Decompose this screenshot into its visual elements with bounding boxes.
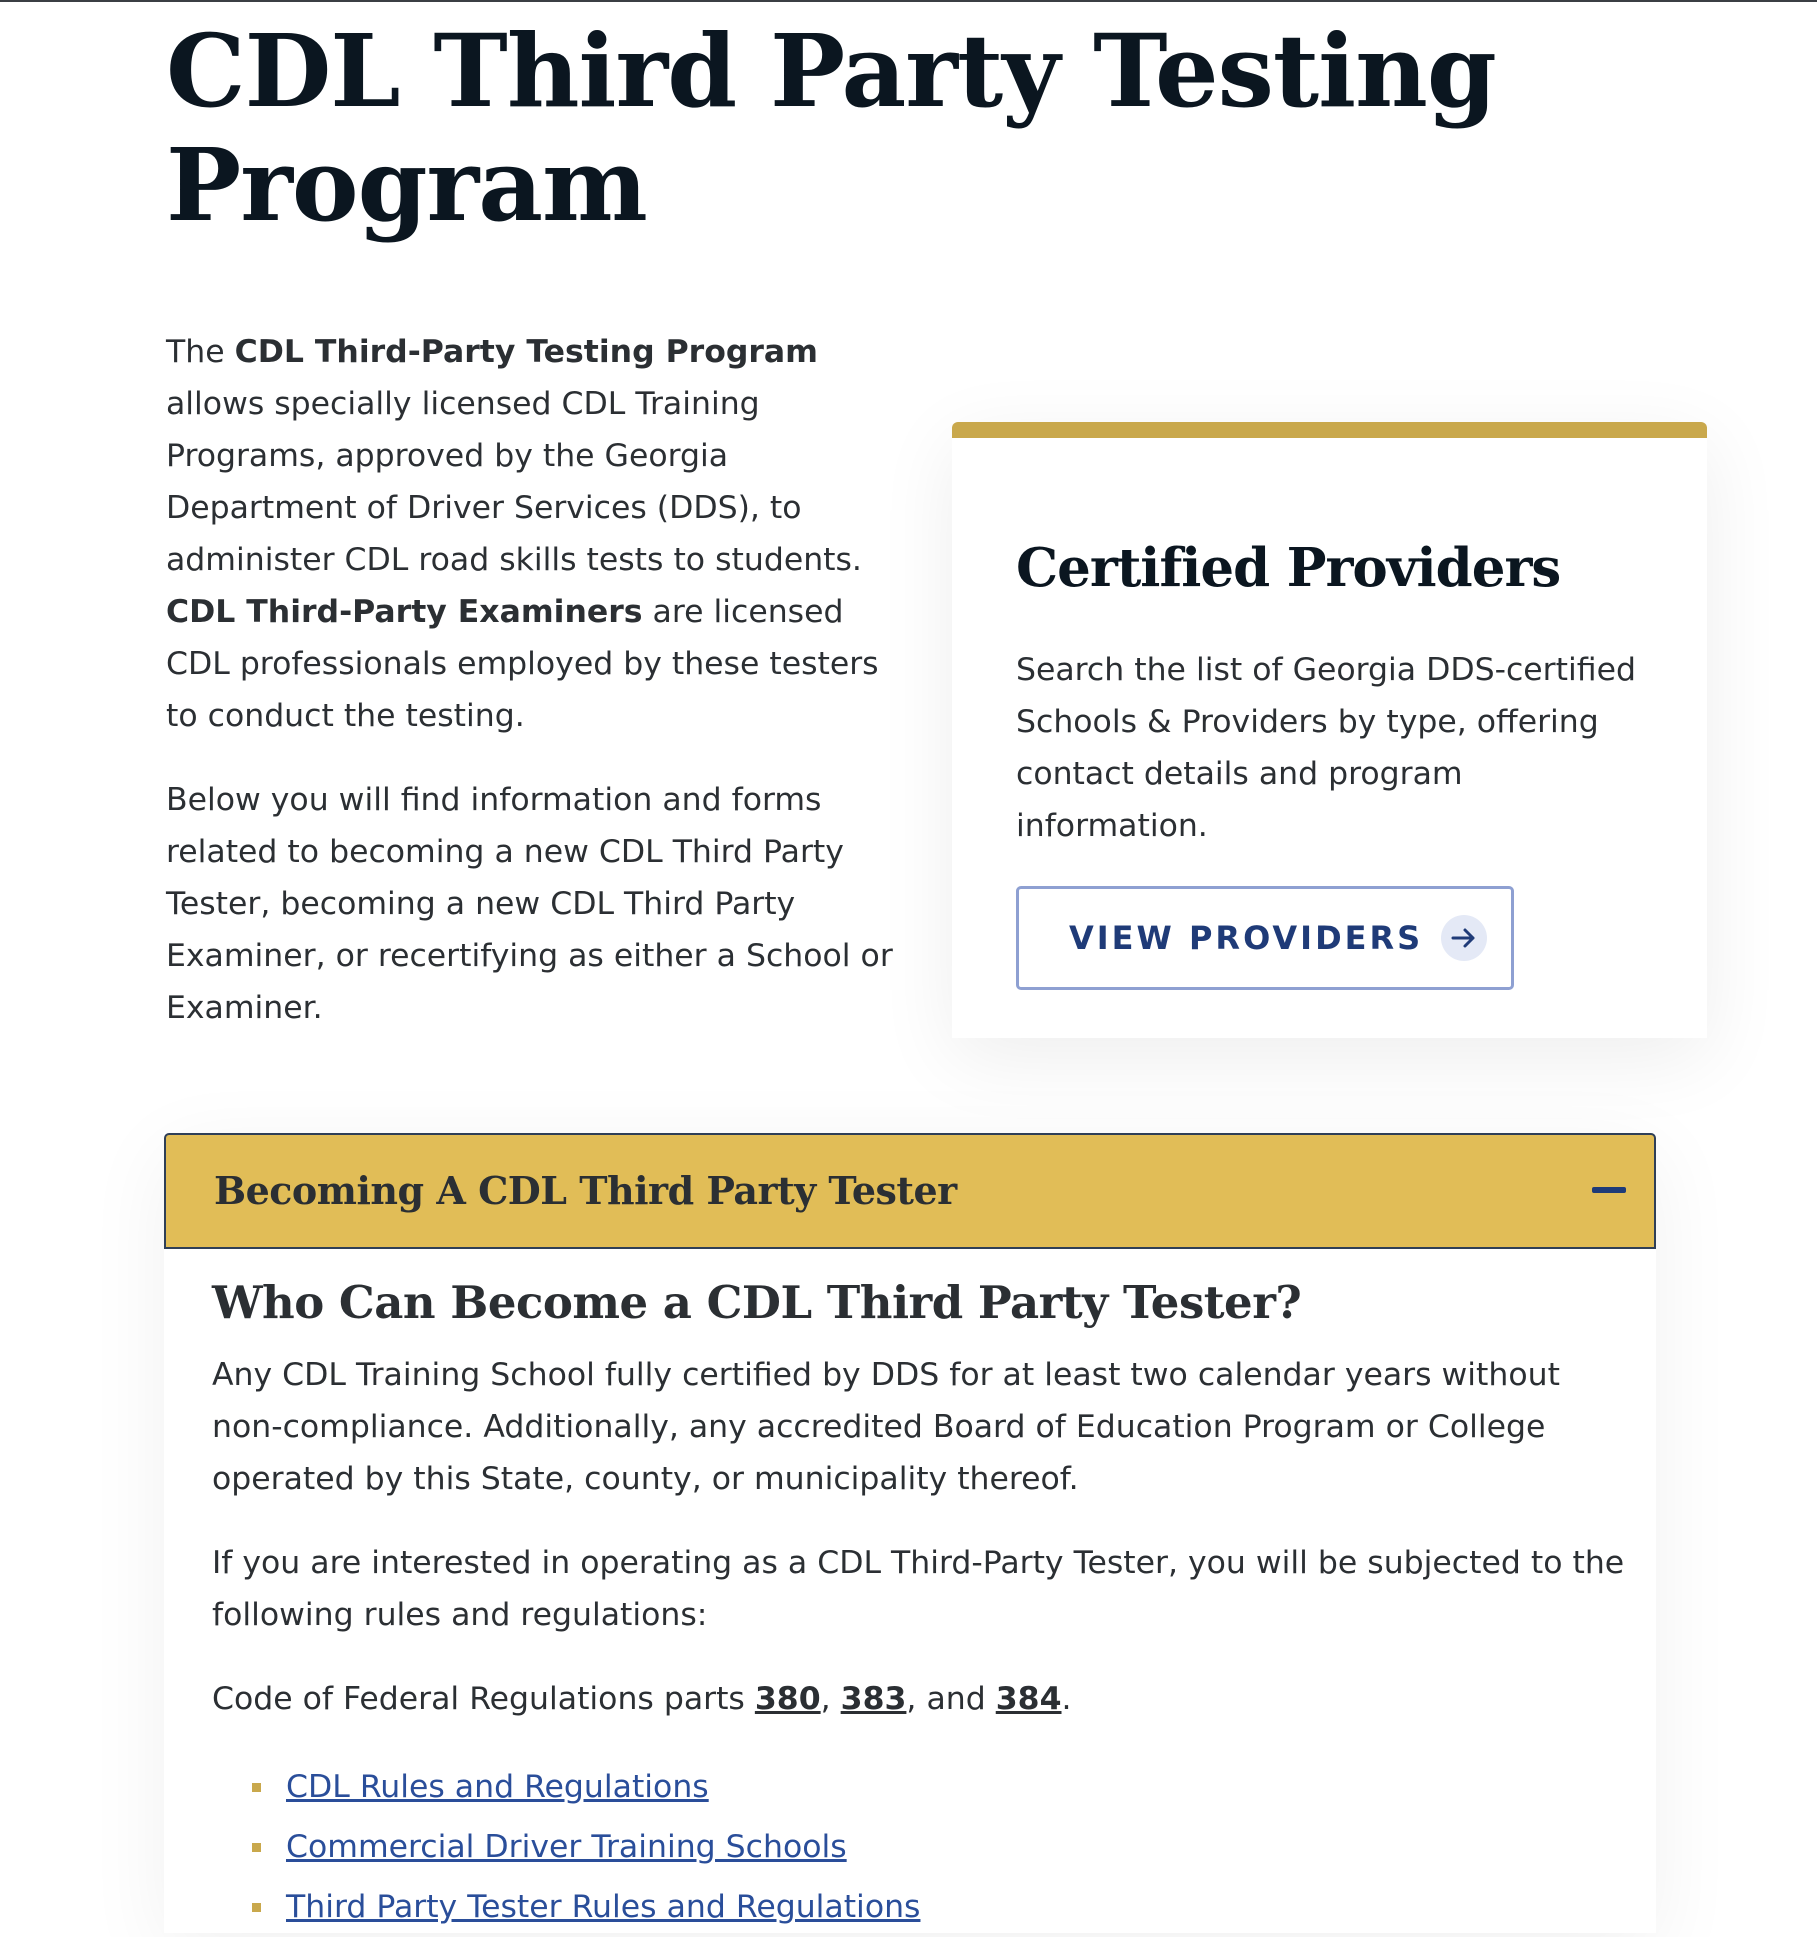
certified-providers-card	[952, 422, 1707, 1038]
program-name-bold: CDL Third-Party Testing Program	[234, 334, 819, 370]
square-bullet-icon	[252, 1843, 261, 1852]
providers-heading: Certified Providers	[1016, 537, 1561, 599]
who-can-become-heading: Who Can Become a CDL Third Party Tester?	[212, 1276, 1302, 1329]
square-bullet-icon	[252, 1903, 261, 1912]
cfr-part-383-link[interactable]: 383	[840, 1681, 907, 1717]
top-rule	[0, 0, 1817, 2]
view-providers-button[interactable]	[1016, 886, 1514, 990]
intro-paragraph-2: Below you will find information and forms related to becoming a new CDL Third Party Tester, becoming a new CDL Third Party Examiner, or recertifying as either a School or Examiner.	[166, 782, 893, 1026]
arrow-right-icon	[1441, 915, 1487, 961]
examiners-bold: CDL Third-Party Examiners	[166, 594, 643, 630]
cdl-rules-link[interactable]: CDL Rules and Regulations	[286, 1769, 709, 1805]
eligibility-paragraph: Any CDL Training School fully certified by DDS for at least two calendar years without non-compliance. Additionally, any accredited Board of Education Program or College operated by this State, county, or municipality thereof.	[212, 1357, 1560, 1497]
list-item	[252, 1757, 1632, 1817]
intro-text	[166, 326, 896, 1066]
rules-intro-paragraph: If you are interested in operating as a CDL Third-Party Tester, you will be subjected to the following rules and regulations:	[212, 1545, 1625, 1633]
cfr-part-384-link[interactable]: 384	[995, 1681, 1062, 1717]
list-item	[252, 1877, 1632, 1937]
cfr-part-380-link[interactable]: 380	[754, 1681, 821, 1717]
regulation-links-list	[212, 1757, 1632, 1937]
minus-icon[interactable]	[1592, 1187, 1626, 1193]
driver-training-schools-link[interactable]: Commercial Driver Training Schools	[286, 1829, 847, 1865]
accordion-body	[212, 1273, 1632, 1937]
view-providers-label: VIEW PROVIDERS	[1069, 919, 1424, 957]
list-item	[252, 1817, 1632, 1877]
accordion-header[interactable]	[164, 1133, 1656, 1249]
providers-description: Search the list of Georgia DDS-certified Schools & Providers by type, offering contact details and program information.	[1016, 652, 1636, 844]
cfr-paragraph: Code of Federal Regulations parts 380, 383, and 384.	[212, 1681, 1072, 1717]
square-bullet-icon	[252, 1783, 261, 1792]
tester-rules-link[interactable]: Third Party Tester Rules and Regulations	[286, 1889, 921, 1925]
accordion-title: Becoming A CDL Third Party Tester	[214, 1168, 957, 1213]
page-title: CDL Third Party Testing Program	[166, 12, 1496, 244]
intro-paragraph-1: The CDL Third-Party Testing Program allows specially licensed CDL Training Programs, approved by the Georgia Department of Driver Services (DDS), to administer CDL road skills tests to students. CDL Third-Party Examiners are licensed CDL professionals employed by these testers to conduct the testing.	[166, 334, 879, 734]
accordion-tester	[164, 1133, 1656, 1933]
